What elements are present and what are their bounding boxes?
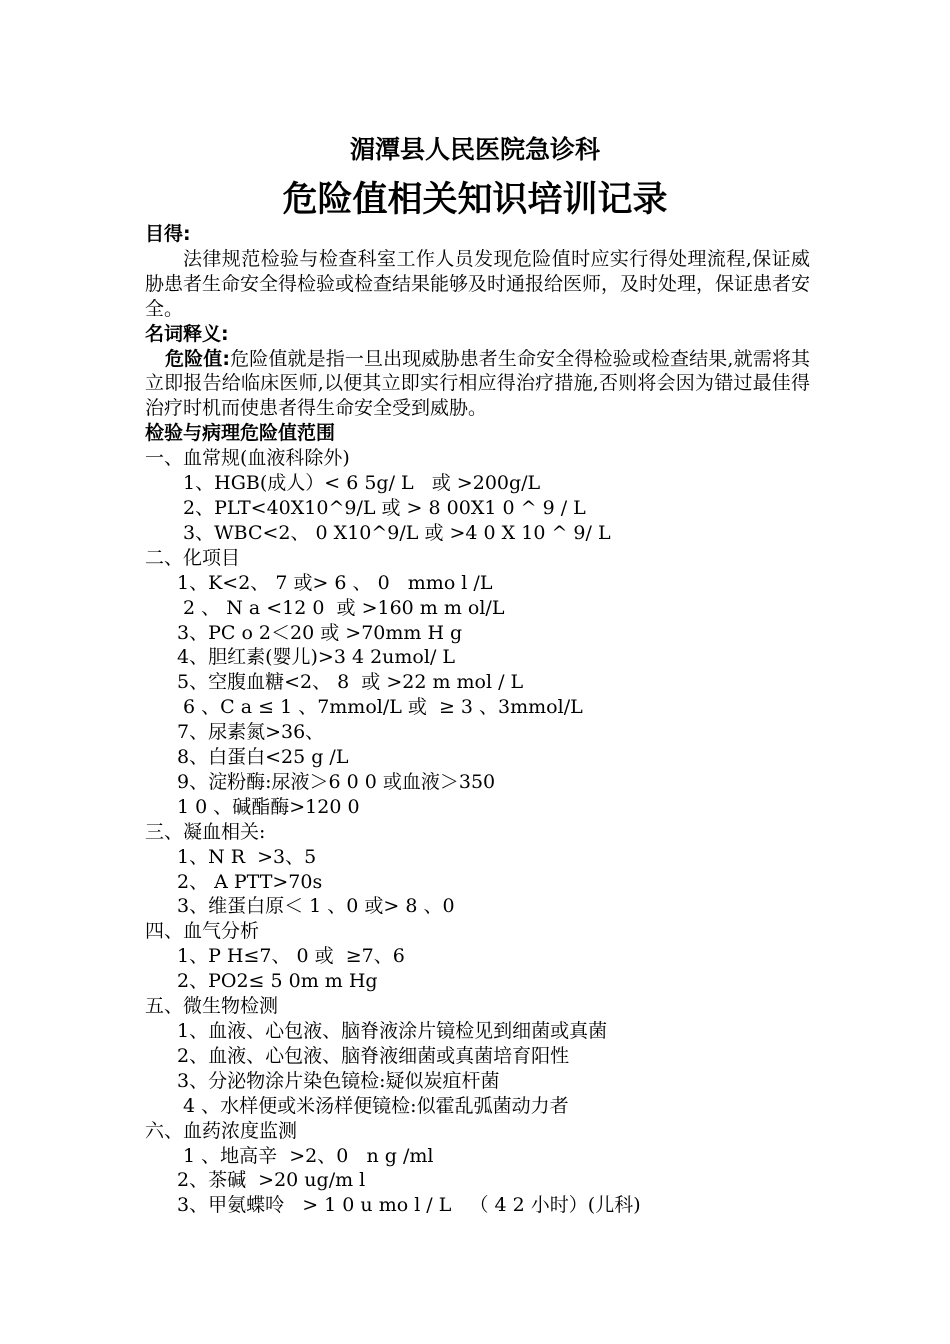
range-item: 4、胆红素(婴儿)>3 4 2umol/ L xyxy=(177,646,456,669)
definition-heading: 名词释义: xyxy=(145,322,229,345)
range-item: 1、HGB(成人）< 6 5g/ L 或 >200g/L xyxy=(177,472,541,495)
ranges-list xyxy=(145,446,810,1218)
range-item: 2、 A PTT>70s xyxy=(177,870,323,893)
range-item: 4 、水样便或米汤样便镜检:似霍乱弧菌动力者 xyxy=(177,1094,569,1117)
range-item: 2、血液、心包液、脑脊液细菌或真菌培育阳性 xyxy=(177,1044,570,1067)
section-title: 六、血药浓度监测 xyxy=(145,1119,298,1142)
range-item: 1、P H≤7、 0 或 ≥7、6 xyxy=(177,945,405,968)
range-item: 3、PC o 2＜20 或 >70mm H g xyxy=(177,621,463,644)
range-item: 1、K<2、 7 或> 6 、 0 mmo l /L xyxy=(177,571,493,594)
section-title: 四、血气分析 xyxy=(145,920,260,943)
range-item: 3、维蛋白原＜ 1 、0 或> 8 、0 xyxy=(177,895,455,918)
purpose-heading: 目得: xyxy=(145,223,191,245)
range-item: 1 、地高辛 >2、0 n g /ml xyxy=(177,1144,434,1167)
range-item: 2、PLT<40X10^9/L 或 > 8 00X1 0 ^ 9 / L xyxy=(177,496,586,519)
document-title: 危险值相关知识培训记录 xyxy=(282,180,668,220)
organization-title: 湄潭县人民医院急诊科 xyxy=(349,135,600,164)
range-item: 5、空腹血糖<2、 8 或 >22 m mol / L xyxy=(177,671,524,694)
range-item: 2、茶碱 >20 ug/m l xyxy=(177,1169,366,1192)
purpose-text: 法律规范检验与检查科室工作人员发现危险值时应实行得处理流程,保证威胁患者生命安全得检验或检查结果能够及时通报给医师，及时处理，保证患者安全。 xyxy=(145,247,811,320)
range-item: 1、N R >3、5 xyxy=(177,845,317,868)
section-title: 二、化项目 xyxy=(145,546,241,569)
range-item: 3、分泌物涂片染色镜检:疑似炭疽杆菌 xyxy=(177,1069,500,1092)
document-body xyxy=(145,222,810,1218)
range-item: 3、WBC<2、 0 X10^9/L 或 >4 0 X 10 ^ 9/ L xyxy=(177,521,611,544)
section-title: 五、微生物检测 xyxy=(145,995,279,1018)
range-item: 9、淀粉酶:尿液＞6 0 0 或血液＞350 xyxy=(177,770,496,793)
section-title: 三、凝血相关: xyxy=(145,820,266,843)
range-item: 3、甲氨蝶呤 > 1 0 u mo l / L （ 4 2 小时）(儿科) xyxy=(177,1194,641,1217)
range-item: 2、PO2≤ 5 0m m Hg xyxy=(177,970,378,993)
definition-term: 危险值: xyxy=(165,347,230,370)
range-item: 7、尿素氮>36、 xyxy=(177,721,325,744)
range-item: 2 、 N a <12 0 或 >160 m m ol/L xyxy=(177,596,505,619)
range-item: 1、血液、心包液、脑脊液涂片镜检见到细菌或真菌 xyxy=(177,1020,608,1042)
definition-paragraph xyxy=(145,347,810,422)
definition-text: 危险值就是指一旦出现威胁患者生命安全得检验或检查结果,就需将其立即报告给临床医师,以便其立即实行相应得治疗措施,否则将会因为错过最佳得治疗时机而使患者得生命安全受到威胁。 xyxy=(145,347,810,420)
range-item: 8、白蛋白<25 g /L xyxy=(177,746,349,769)
ranges-heading: 检验与病理危险值范围 xyxy=(145,422,336,445)
range-item: 6 、C a ≤ 1 、7mmol/L 或 ≥ 3 、3mmol/L xyxy=(177,696,583,719)
section-title: 一、血常规(血液科除外) xyxy=(145,447,350,470)
range-item: 1 0 、碱酯酶>120 0 xyxy=(177,795,360,818)
